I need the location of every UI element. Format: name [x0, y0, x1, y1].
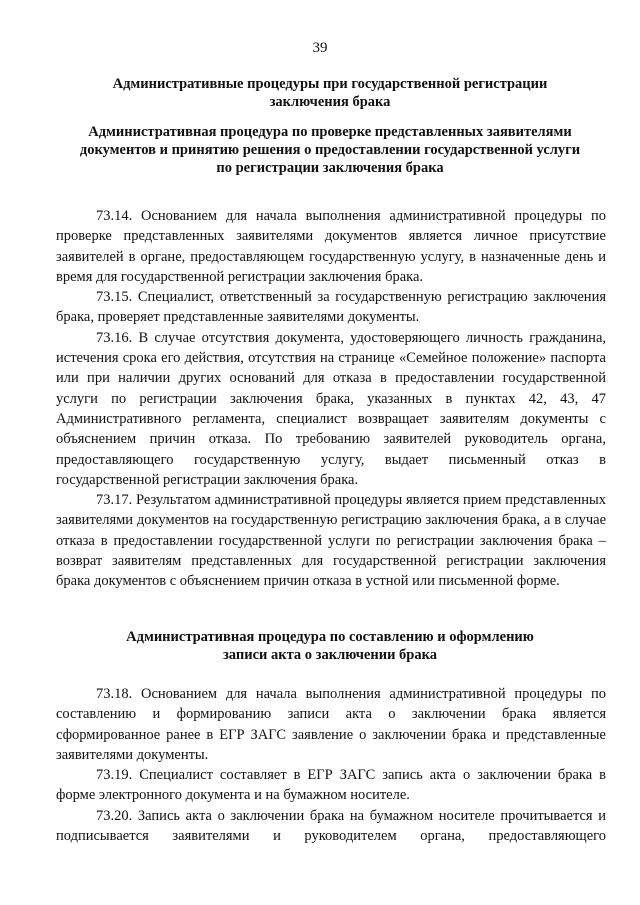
subsection-heading-line: документов и принятию решения о предоставлении государственной услуги	[79, 142, 581, 158]
section-heading	[55, 75, 605, 111]
paragraph-73-18: 73.18. Основанием для начала выполнения административной процедуры по составлению и формированию записи акта о заключении брака является сформированное ранее в ЕГР ЗАГС заявление о заключении брака и представленные заявителями документы.	[56, 686, 606, 763]
page-number: 39	[312, 40, 328, 56]
section-heading-line: Административные процедуры при государственной регистрации	[112, 76, 548, 92]
paragraph-73-17: 73.17. Результатом административной процедуры является прием представленных заявителями документов на государственную регистрацию заключения брака, а в случае отказа в предоставлении государственной услуги по регистрации заключения брака – возврат заявителям представленных для государственной регистрации заключения брака документов с объяснением причин отказа в устной или письменной форме.	[56, 492, 606, 590]
paragraph-73-15: 73.15. Специалист, ответственный за государственную регистрацию заключения брака, проверяет представленные заявителями документы.	[56, 289, 606, 326]
subsection-heading-line: Административная процедура по составлению и оформлению	[126, 629, 534, 645]
body-block-document-check	[56, 206, 606, 592]
subsection-heading-line: Административная процедура по проверке представленных заявителями	[88, 124, 572, 140]
section-heading-line: заключения брака	[269, 94, 391, 110]
subsection-heading-act-record	[55, 628, 605, 664]
subsection-heading-line: по регистрации заключения брака	[216, 160, 444, 176]
subsection-heading-line: записи акта о заключении брака	[222, 647, 437, 663]
paragraph-73-16: 73.16. В случае отсутствия документа, удостоверяющего личность гражданина, истечения срока его действия, отсутствия на странице «Семейное положение» паспорта или при наличии других оснований для отказа в предоставлении государственной услуги по регистрации заключения брака, указанных в пунктах 42, 43, 47 Административного регламента, специалист возвращает заявителям документы с объяснением причин отказа. По требованию заявителей руководитель органа, предоставляющего государственную услугу, выдает письменный отказ в государственной регистрации заключения брака.	[56, 329, 606, 488]
paragraph-73-20: 73.20. Запись акта о заключении брака на бумажном носителе прочитывается и подписывается заявителями и руководителем органа, предоставляющего	[56, 807, 606, 845]
paragraph-73-14: 73.14. Основанием для начала выполнения административной процедуры по проверке представленных заявителями документов является личное присутствие заявителей в органе, предоставляющем государственную услугу, в назначенные день и время для государственной регистрации заключения брака.	[56, 208, 606, 285]
body-block-act-record	[56, 684, 606, 846]
paragraph-73-19: 73.19. Специалист составляет в ЕГР ЗАГС запись акта о заключении брака в форме электронного документа и на бумажном носителе.	[56, 767, 606, 804]
subsection-heading-document-check	[55, 123, 605, 177]
